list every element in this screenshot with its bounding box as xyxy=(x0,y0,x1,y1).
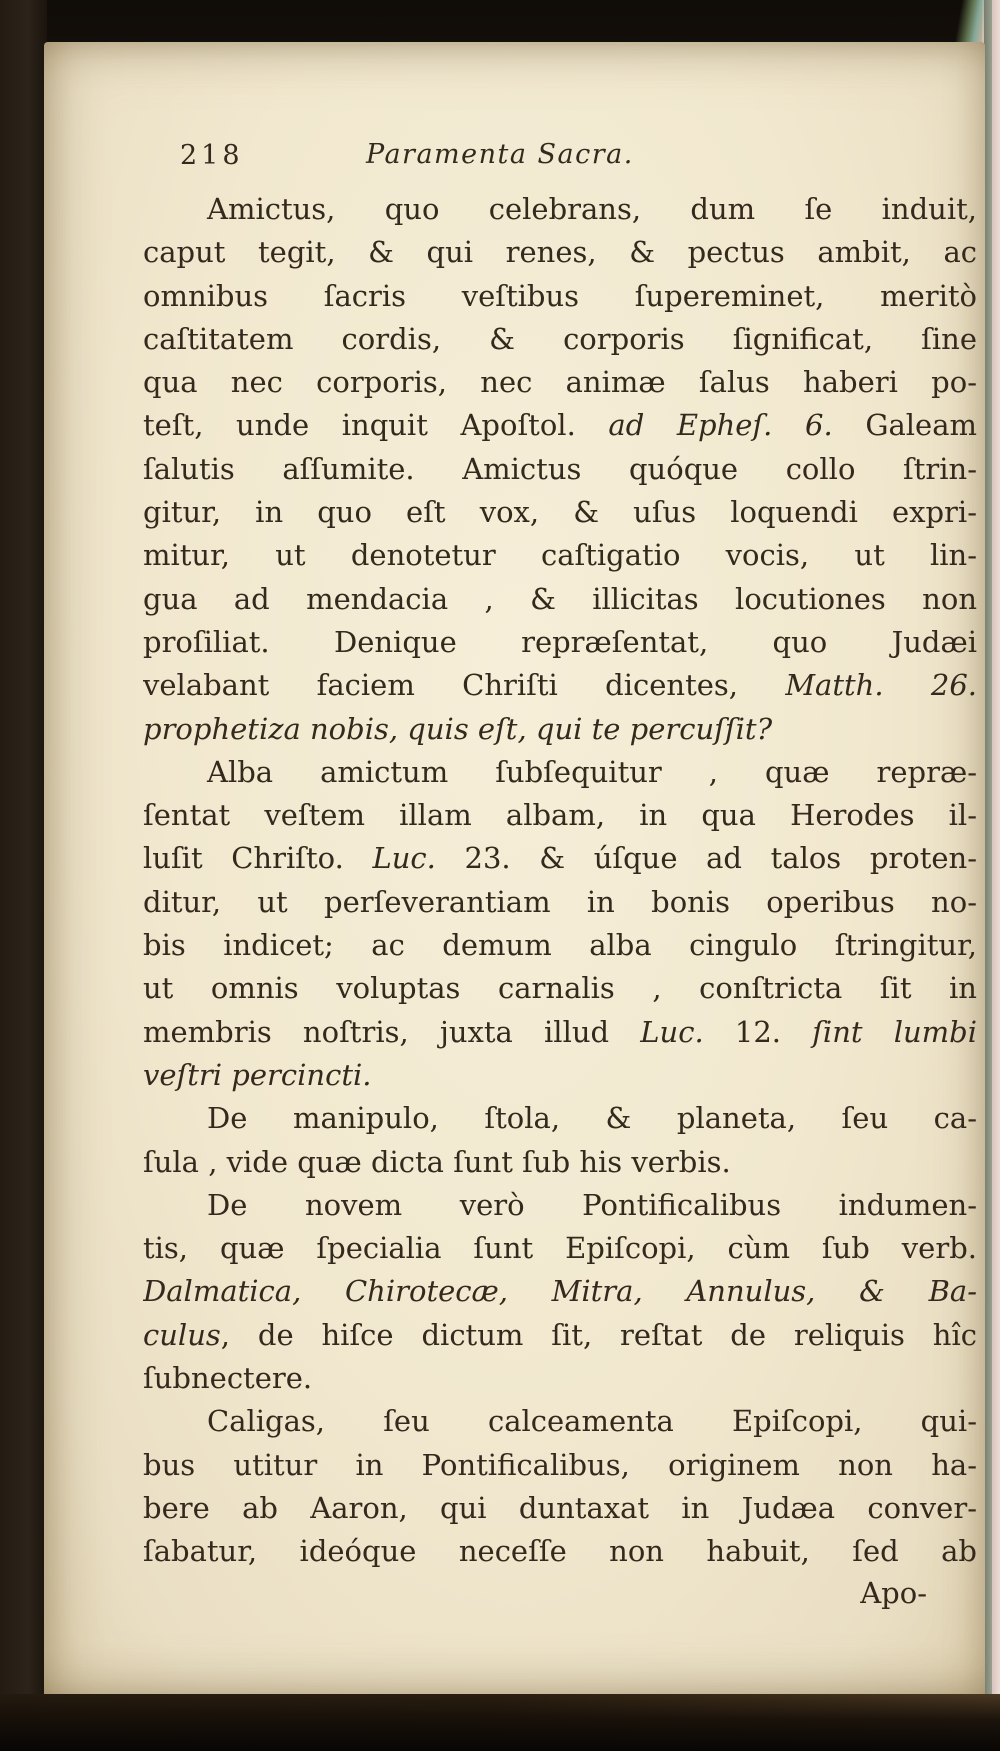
text-line xyxy=(143,1184,977,1227)
text-line xyxy=(143,837,977,880)
text-line xyxy=(143,188,977,231)
text-segment: gitur, in quo eſt vox, & uſus loquendi expri- xyxy=(143,495,977,530)
text-line xyxy=(143,1444,977,1487)
text-segment: omnibus ſacris veſtibus ſupereminet, meritò xyxy=(143,278,977,313)
paragraph xyxy=(143,188,977,751)
text-line xyxy=(143,318,977,361)
text-segment: bere ab Aaron, qui duntaxat in Judæa conver- xyxy=(143,1490,977,1525)
book-page xyxy=(44,42,985,1700)
book-bottom-edge xyxy=(0,1694,1000,1751)
text-line xyxy=(143,967,977,1010)
text-line xyxy=(143,1097,977,1140)
text-segment: luſit Chriſto. xyxy=(143,841,373,876)
text-segment: membris noſtris, juxta illud xyxy=(143,1014,641,1049)
text-segment: , de hiſce dictum ſit, reſtat de reliquis hîc xyxy=(220,1317,977,1352)
text-segment: qua nec corporis, nec animæ ſalus haberi po- xyxy=(143,365,977,400)
text-segment: teſt, unde inquit Apoſtol. xyxy=(143,408,609,443)
text-line xyxy=(143,664,977,707)
italic-text-segment: Luc. xyxy=(640,1014,704,1049)
text-line xyxy=(143,231,977,274)
book-binding-edge xyxy=(0,0,47,1751)
scan-edge-highlight xyxy=(992,0,1000,1751)
text-line xyxy=(143,1487,977,1530)
italic-text-segment: Matth. 26. xyxy=(785,668,977,703)
text-line xyxy=(143,491,977,534)
italic-text-segment: ſint lumbi xyxy=(812,1014,977,1049)
text-line xyxy=(143,448,977,491)
paragraph xyxy=(143,1184,977,1400)
text-line xyxy=(143,751,977,794)
text-line xyxy=(143,404,977,447)
text-segment: ſalutis aſſumite. Amictus quóque collo ſtrin- xyxy=(143,451,977,486)
text-segment: Caligas, ſeu calceamenta Epiſcopi, qui- xyxy=(207,1404,977,1439)
text-segment: ſubnectere. xyxy=(143,1361,313,1396)
italic-text-segment: culus xyxy=(143,1317,221,1352)
text-segment: mitur, ut denotetur caſtigatio vocis, ut lin- xyxy=(143,538,977,573)
text-segment: gua ad mendacia , & illicitas locutiones non xyxy=(143,581,977,616)
text-segment: ſabatur, ideóque neceſſe non habuit, ſed ab xyxy=(143,1534,977,1569)
text-segment: 12. xyxy=(703,1014,813,1049)
text-segment: Alba amictum ſubſequitur , quæ repræ- xyxy=(207,754,977,789)
text-segment: Galeam xyxy=(832,408,977,443)
text-segment: caput tegit, & qui renes, & pectus ambit, ac xyxy=(143,235,977,270)
text-segment: proſiliat. Denique repræſentat, quo Judæi xyxy=(143,624,977,659)
text-segment: 23. & úſque ad talos proten- xyxy=(435,841,977,876)
paragraph xyxy=(143,751,977,1097)
text-line xyxy=(143,708,977,751)
text-line xyxy=(143,621,977,664)
text-segment: velabant faciem Chriſti dicentes, xyxy=(143,668,786,703)
text-line xyxy=(143,881,977,924)
text-body xyxy=(143,188,977,1574)
text-line xyxy=(143,1400,977,1443)
text-segment: bus utitur in Pontificalibus, originem non ha- xyxy=(143,1447,977,1482)
text-line xyxy=(143,1357,977,1400)
italic-text-segment: prophetiza nobis, quis eſt, qui te percuſſit? xyxy=(143,711,773,746)
paragraph xyxy=(143,1400,977,1573)
text-line xyxy=(143,924,977,967)
text-segment: ſentat veſtem illam albam, in qua Herodes il- xyxy=(143,798,977,833)
paragraph xyxy=(143,1097,977,1184)
page-corner-glint xyxy=(952,0,984,46)
text-segment: ſula , vide quæ dicta ſunt ſub his verbis. xyxy=(143,1144,731,1179)
text-line xyxy=(143,1011,977,1054)
text-line xyxy=(143,1314,977,1357)
text-segment: De manipulo, ſtola, & planeta, ſeu ca- xyxy=(207,1101,977,1136)
text-line xyxy=(143,361,977,404)
text-segment: ditur, ut perſeverantiam in bonis operibus no- xyxy=(143,884,977,919)
italic-text-segment: veſtri percincti. xyxy=(143,1057,372,1092)
text-line xyxy=(143,1141,977,1184)
italic-text-segment: Luc. xyxy=(372,841,436,876)
text-line xyxy=(143,1530,977,1573)
text-segment: bis indicet; ac demum alba cingulo ſtringitur, xyxy=(143,928,977,963)
text-segment: tis, quæ ſpecialia ſunt Epiſcopi, cùm ſub verb. xyxy=(143,1231,977,1266)
catchword: Apo- xyxy=(860,1576,927,1610)
text-line xyxy=(143,1270,977,1313)
text-segment: Amictus, quo celebrans, dum ſe induit, xyxy=(207,192,977,226)
running-title: Paramenta Sacra. xyxy=(366,139,634,170)
text-line xyxy=(143,1054,977,1097)
italic-text-segment: ad Epheſ. 6. xyxy=(608,408,833,443)
page-number: 218 xyxy=(180,140,244,171)
text-segment: caſtitatem cordis, & corporis ſignificat, ſine xyxy=(143,321,977,356)
text-line xyxy=(143,794,977,837)
text-segment: ut omnis voluptas carnalis , conſtricta ſit in xyxy=(143,971,977,1006)
text-line xyxy=(143,578,977,621)
text-line xyxy=(143,1227,977,1270)
text-segment: De novem verò Pontificalibus indumen- xyxy=(207,1187,977,1222)
text-line xyxy=(143,534,977,577)
italic-text-segment: Dalmatica, Chirotecæ, Mitra, Annulus, & Ba- xyxy=(143,1274,977,1309)
text-line xyxy=(143,275,977,318)
